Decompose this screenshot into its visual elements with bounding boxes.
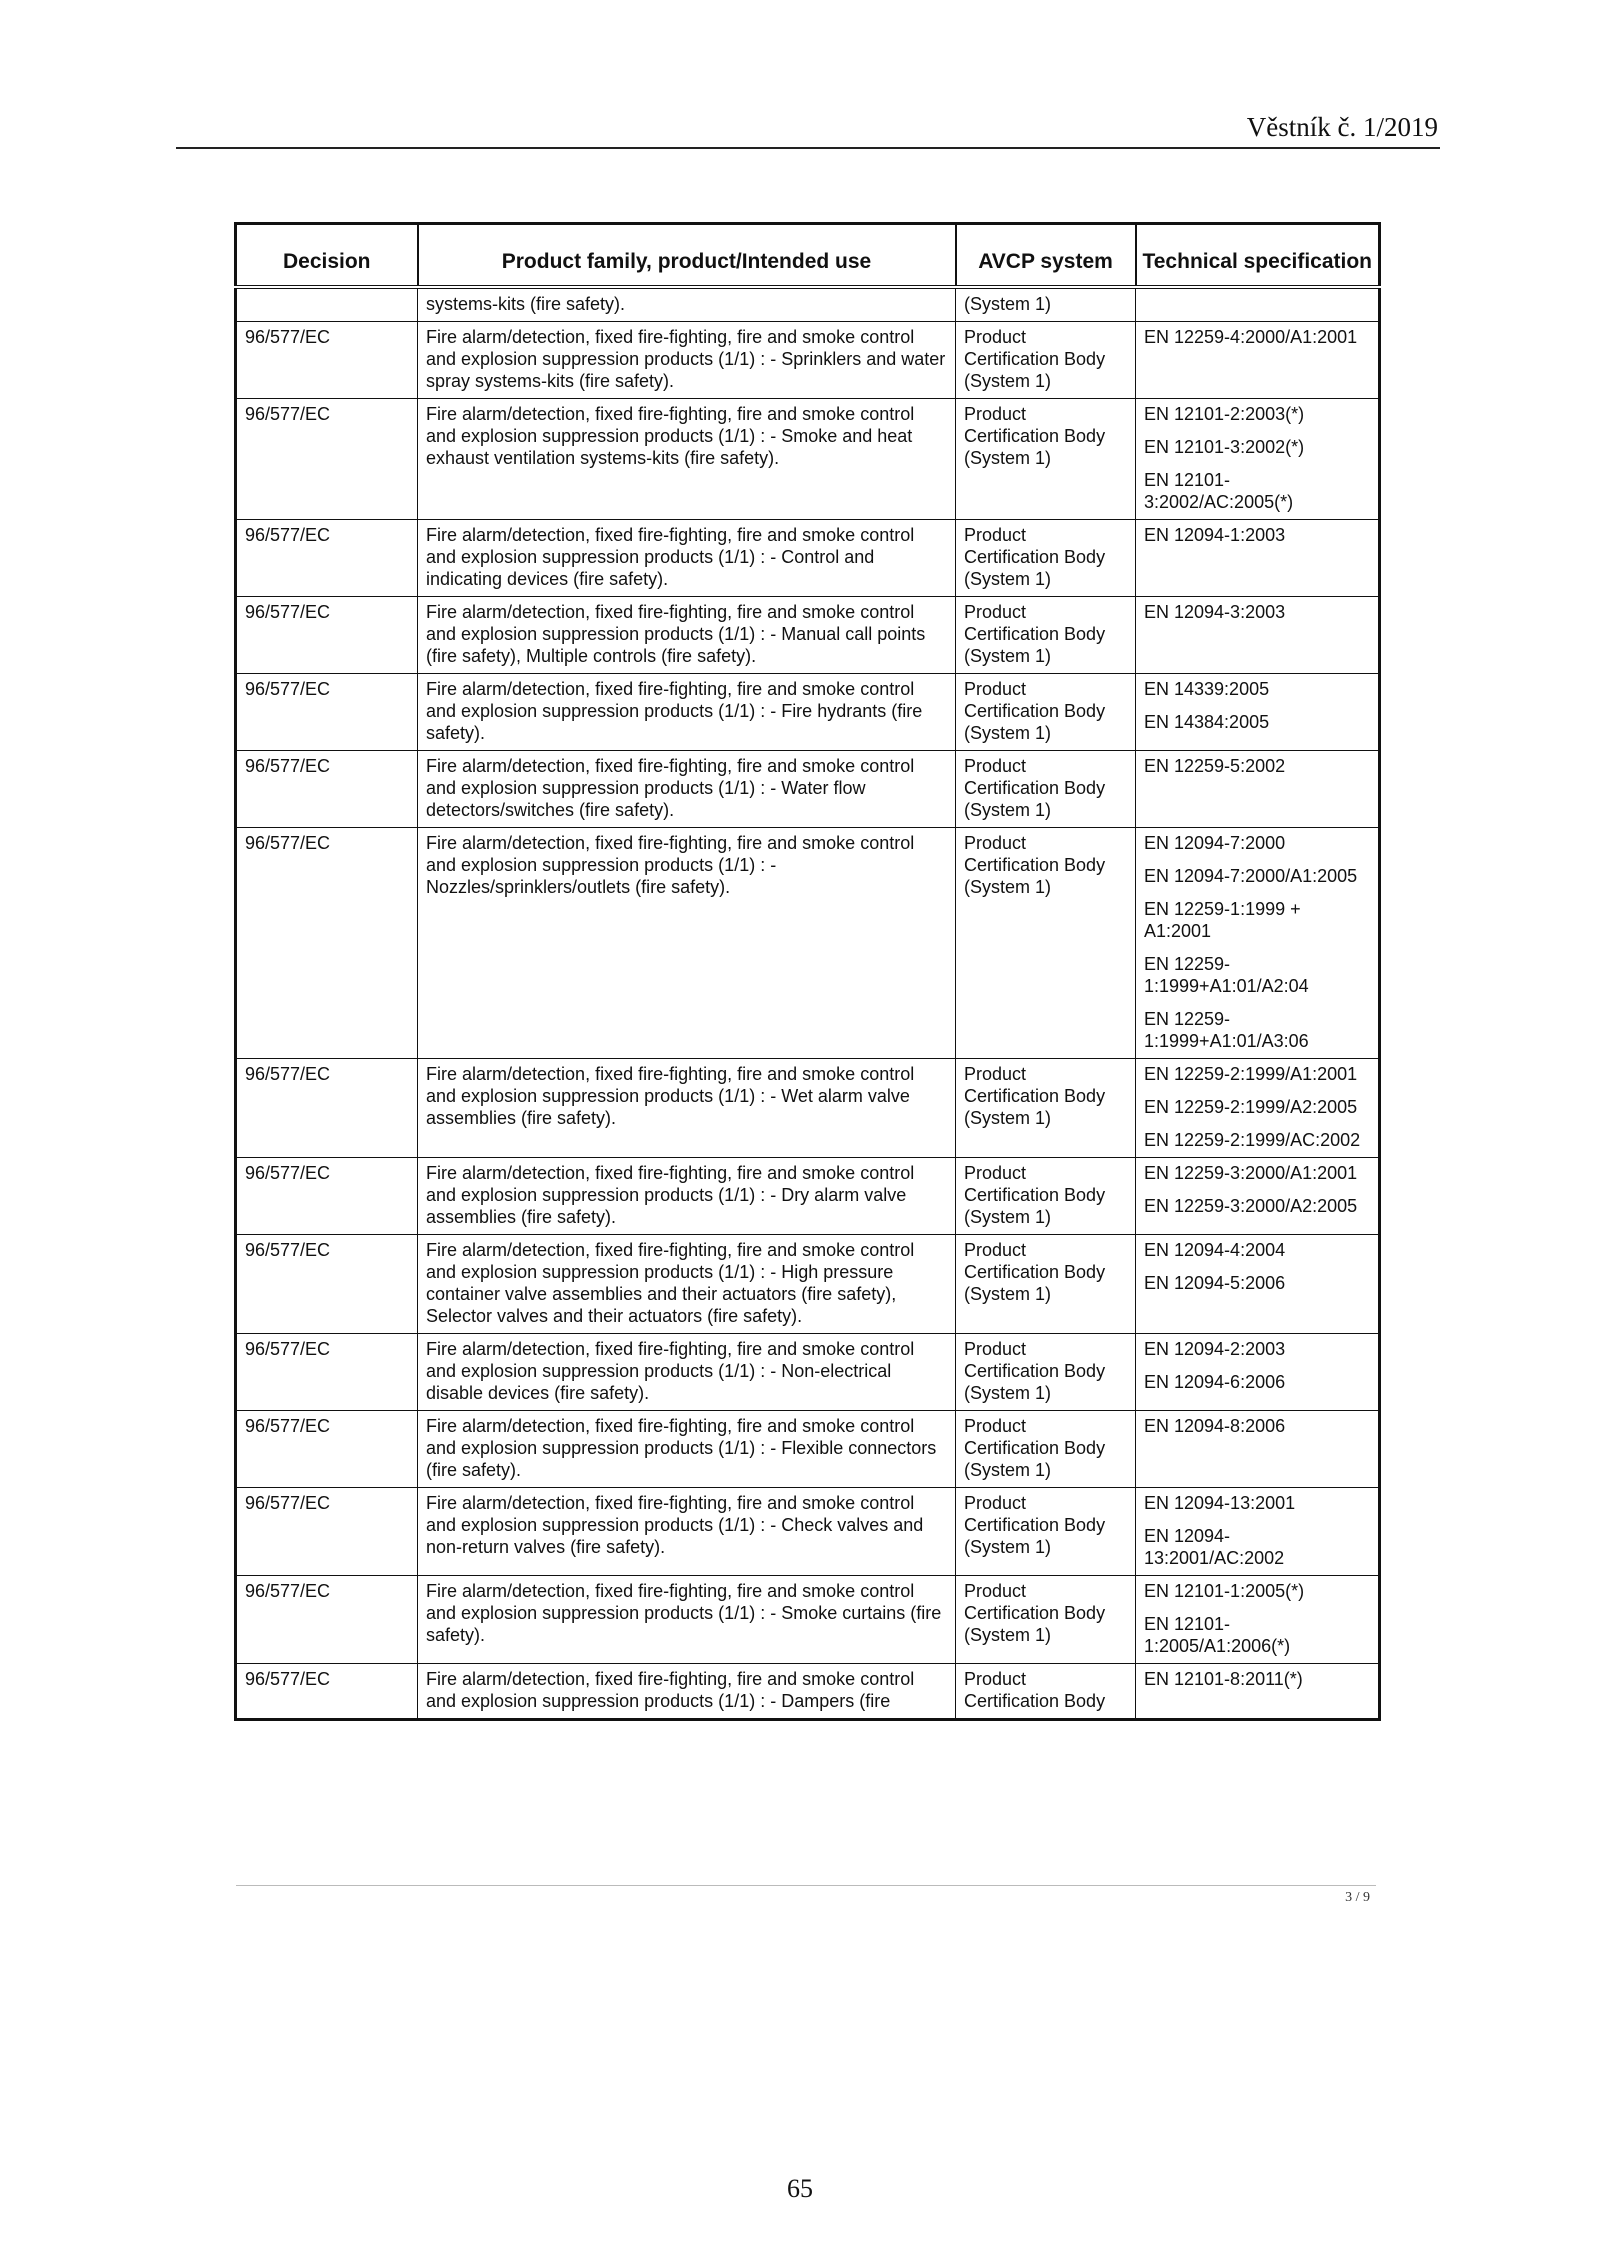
specification-line: EN 12094-5:2006 [1144, 1273, 1286, 1293]
specification-line: EN 12259-1:1999+A1:01/A2:04 [1144, 954, 1309, 996]
decision-cell: 96/577/EC [236, 1334, 418, 1411]
avcp-line: Certification Body [964, 1361, 1106, 1381]
specification-line: EN 12094-7:2000/A1:2005 [1144, 866, 1358, 886]
avcp-line: Product [964, 679, 1027, 699]
avcp-cell [956, 322, 1136, 399]
specification-cell [1136, 287, 1380, 322]
table-row [236, 828, 1380, 1059]
avcp-line: Certification Body [964, 1262, 1106, 1282]
avcp-line: (System 1) [964, 800, 1052, 820]
avcp-line: (System 1) [964, 877, 1052, 897]
table-row [236, 399, 1380, 520]
avcp-line: Product [964, 404, 1027, 424]
avcp-cell [956, 287, 1136, 322]
avcp-line: Certification Body [964, 547, 1106, 567]
table-row [236, 1411, 1380, 1488]
specification-cell [1136, 1576, 1380, 1664]
column-header-decision: Decision [236, 224, 418, 288]
specification-cell [1136, 674, 1380, 751]
column-header-specification: Technical specification [1136, 224, 1380, 288]
specification-cell [1136, 399, 1380, 520]
decision-cell: 96/577/EC [236, 1411, 418, 1488]
table-row [236, 1488, 1380, 1576]
product-cell: Fire alarm/detection, fixed fire-fighting, fire and smoke control and explosion suppression products (1/1) : - Fire hydrants (fire safety). [418, 674, 956, 751]
avcp-line: (System 1) [964, 1284, 1052, 1304]
specification-line: EN 12101-3:2002(*) [1144, 437, 1305, 457]
table-row [236, 520, 1380, 597]
specification-line: EN 12094-6:2006 [1144, 1372, 1286, 1392]
avcp-line: Product [964, 1163, 1027, 1183]
product-cell: Fire alarm/detection, fixed fire-fighting, fire and smoke control and explosion suppression products (1/1) : - Nozzles/sprinklers/outlets (fire safety). [418, 828, 956, 1059]
specification-line: EN 12094-2:2003 [1144, 1339, 1286, 1359]
avcp-line: Certification Body [964, 701, 1106, 721]
specification-cell [1136, 1411, 1380, 1488]
table-row [236, 751, 1380, 828]
decision-cell: 96/577/EC [236, 597, 418, 674]
avcp-line: Certification Body [964, 1603, 1106, 1623]
specification-line: EN 12101-1:2005/A1:2006(*) [1144, 1614, 1291, 1656]
avcp-line: Product [964, 833, 1027, 853]
avcp-line: Certification Body [964, 1438, 1106, 1458]
avcp-line: (System 1) [964, 1108, 1052, 1128]
specification-line: EN 12259-3:2000/A1:2001 [1144, 1163, 1358, 1183]
specification-table-wrapper [234, 222, 1378, 1721]
avcp-line: (System 1) [964, 371, 1052, 391]
decision-cell: 96/577/EC [236, 1059, 418, 1158]
specification-line: EN 12094-3:2003 [1144, 602, 1286, 622]
specification-line: EN 12259-2:1999/A2:2005 [1144, 1097, 1358, 1117]
table-header-row [236, 224, 1380, 288]
avcp-line: Product [964, 1493, 1027, 1513]
decision-cell: 96/577/EC [236, 399, 418, 520]
specification-line: EN 12101-2:2003(*) [1144, 404, 1305, 424]
specification-cell [1136, 1158, 1380, 1235]
specification-line: EN 12094-8:2006 [1144, 1416, 1286, 1436]
avcp-line: (System 1) [964, 1625, 1052, 1645]
specification-line: EN 12259-1:1999+A1:01/A3:06 [1144, 1009, 1309, 1051]
avcp-cell [956, 1059, 1136, 1158]
decision-cell: 96/577/EC [236, 1235, 418, 1334]
decision-cell [236, 287, 418, 322]
decision-cell: 96/577/EC [236, 1158, 418, 1235]
avcp-line: Product [964, 602, 1027, 622]
specification-line: EN 12259-5:2002 [1144, 756, 1286, 776]
specification-cell [1136, 520, 1380, 597]
product-cell: Fire alarm/detection, fixed fire-fighting, fire and smoke control and explosion suppression products (1/1) : - Control and indicating devices (fire safety). [418, 520, 956, 597]
product-cell: systems-kits (fire safety). [418, 287, 956, 322]
avcp-line: Product [964, 1339, 1027, 1359]
product-cell: Fire alarm/detection, fixed fire-fighting, fire and smoke control and explosion suppression products (1/1) : - Water flow detectors/switches (fire safety). [418, 751, 956, 828]
product-cell: Fire alarm/detection, fixed fire-fighting, fire and smoke control and explosion suppression products (1/1) : - Manual call points (fire safety), Multiple controls (fire safety). [418, 597, 956, 674]
avcp-line: (System 1) [964, 1460, 1052, 1480]
decision-cell: 96/577/EC [236, 520, 418, 597]
avcp-cell [956, 1664, 1136, 1720]
avcp-cell [956, 520, 1136, 597]
avcp-line: (System 1) [964, 1383, 1052, 1403]
table-row [236, 597, 1380, 674]
header-rule [176, 147, 1440, 149]
decision-cell: 96/577/EC [236, 1488, 418, 1576]
decision-cell: 96/577/EC [236, 828, 418, 1059]
column-header-avcp: AVCP system [956, 224, 1136, 288]
specification-line: EN 12259-4:2000/A1:2001 [1144, 327, 1358, 347]
specification-cell [1136, 828, 1380, 1059]
specification-line: EN 12259-2:1999/A1:2001 [1144, 1064, 1358, 1084]
avcp-line: Product [964, 756, 1027, 776]
decision-cell: 96/577/EC [236, 322, 418, 399]
avcp-line: (System 1) [964, 294, 1052, 314]
avcp-line: (System 1) [964, 1207, 1052, 1227]
specification-cell [1136, 322, 1380, 399]
avcp-line: Certification Body [964, 1515, 1106, 1535]
avcp-line: Certification Body [964, 426, 1106, 446]
table-row [236, 1158, 1380, 1235]
avcp-line: Product [964, 1240, 1027, 1260]
specification-cell [1136, 1334, 1380, 1411]
page-counter: 3 / 9 [1345, 1890, 1370, 1905]
specification-line: EN 12259-2:1999/AC:2002 [1144, 1130, 1361, 1150]
specification-table [234, 222, 1381, 1721]
table-row [236, 287, 1380, 322]
avcp-cell [956, 1576, 1136, 1664]
table-row [236, 1235, 1380, 1334]
avcp-cell [956, 597, 1136, 674]
page-number: 65 [787, 2174, 813, 2203]
avcp-cell [956, 1488, 1136, 1576]
footer-rule [236, 1885, 1376, 1886]
specification-line: EN 12094-7:2000 [1144, 833, 1286, 853]
specification-line: EN 14339:2005 [1144, 679, 1270, 699]
table-body [236, 287, 1380, 1720]
specification-cell [1136, 1664, 1380, 1720]
decision-cell: 96/577/EC [236, 751, 418, 828]
avcp-cell [956, 1235, 1136, 1334]
product-cell: Fire alarm/detection, fixed fire-fighting, fire and smoke control and explosion suppression products (1/1) : - Smoke and heat exhaust ventilation systems-kits (fire safety). [418, 399, 956, 520]
avcp-cell [956, 1158, 1136, 1235]
avcp-line: (System 1) [964, 1537, 1052, 1557]
table-row [236, 1334, 1380, 1411]
avcp-cell [956, 1334, 1136, 1411]
product-cell: Fire alarm/detection, fixed fire-fighting, fire and smoke control and explosion suppression products (1/1) : - Non-electrical disable devices (fire safety). [418, 1334, 956, 1411]
avcp-line: (System 1) [964, 448, 1052, 468]
avcp-line: (System 1) [964, 569, 1052, 589]
product-cell: Fire alarm/detection, fixed fire-fighting, fire and smoke control and explosion suppression products (1/1) : - Dampers (fire [418, 1664, 956, 1720]
avcp-line: Product [964, 1416, 1027, 1436]
specification-line: EN 12094-13:2001/AC:2002 [1144, 1526, 1285, 1568]
avcp-line: Product [964, 1581, 1027, 1601]
specification-cell [1136, 1235, 1380, 1334]
avcp-line: Product [964, 1064, 1027, 1084]
avcp-line: (System 1) [964, 646, 1052, 666]
specification-line: EN 12259-3:2000/A2:2005 [1144, 1196, 1358, 1216]
table-row [236, 1664, 1380, 1720]
avcp-cell [956, 828, 1136, 1059]
specification-cell [1136, 1488, 1380, 1576]
product-cell: Fire alarm/detection, fixed fire-fighting, fire and smoke control and explosion suppression products (1/1) : - Sprinklers and water spray systems-kits (fire safety). [418, 322, 956, 399]
avcp-cell [956, 1411, 1136, 1488]
specification-cell [1136, 751, 1380, 828]
specification-line: EN 12259-1:1999 + A1:2001 [1144, 899, 1301, 941]
avcp-line: Product [964, 525, 1027, 545]
decision-cell: 96/577/EC [236, 1576, 418, 1664]
avcp-line: Certification Body [964, 855, 1106, 875]
column-header-product: Product family, product/Intended use [418, 224, 956, 288]
table-row [236, 322, 1380, 399]
running-header: Věstník č. 1/2019 [1246, 112, 1438, 142]
avcp-line: Certification Body [964, 1691, 1106, 1711]
avcp-line: Certification Body [964, 624, 1106, 644]
decision-cell: 96/577/EC [236, 1664, 418, 1720]
specification-line: EN 12101-8:2011(*) [1144, 1669, 1303, 1689]
specification-line: EN 12094-13:2001 [1144, 1493, 1296, 1513]
avcp-cell [956, 399, 1136, 520]
decision-cell: 96/577/EC [236, 674, 418, 751]
specification-line: EN 12101-3:2002/AC:2005(*) [1144, 470, 1294, 512]
product-cell: Fire alarm/detection, fixed fire-fighting, fire and smoke control and explosion suppression products (1/1) : - High pressure container valve assemblies and their actuators (fire safety), Selector valves and their actuators (fire safety). [418, 1235, 956, 1334]
avcp-cell [956, 751, 1136, 828]
specification-line: EN 12094-4:2004 [1144, 1240, 1286, 1260]
specification-line: EN 12101-1:2005(*) [1144, 1581, 1305, 1601]
specification-line: EN 12094-1:2003 [1144, 525, 1286, 545]
product-cell: Fire alarm/detection, fixed fire-fighting, fire and smoke control and explosion suppression products (1/1) : - Wet alarm valve assemblies (fire safety). [418, 1059, 956, 1158]
avcp-cell [956, 674, 1136, 751]
avcp-line: Certification Body [964, 1086, 1106, 1106]
specification-cell [1136, 1059, 1380, 1158]
avcp-line: Certification Body [964, 778, 1106, 798]
table-row [236, 1576, 1380, 1664]
product-cell: Fire alarm/detection, fixed fire-fighting, fire and smoke control and explosion suppression products (1/1) : - Dry alarm valve assemblies (fire safety). [418, 1158, 956, 1235]
avcp-line: Certification Body [964, 349, 1106, 369]
product-cell: Fire alarm/detection, fixed fire-fighting, fire and smoke control and explosion suppression products (1/1) : - Flexible connectors (fire safety). [418, 1411, 956, 1488]
avcp-line: Product [964, 1669, 1027, 1689]
table-row [236, 1059, 1380, 1158]
avcp-line: Certification Body [964, 1185, 1106, 1205]
table-row [236, 674, 1380, 751]
specification-cell [1136, 597, 1380, 674]
product-cell: Fire alarm/detection, fixed fire-fighting, fire and smoke control and explosion suppression products (1/1) : - Check valves and non-return valves (fire safety). [418, 1488, 956, 1576]
avcp-line: Product [964, 327, 1027, 347]
avcp-line: (System 1) [964, 723, 1052, 743]
specification-line: EN 14384:2005 [1144, 712, 1270, 732]
product-cell: Fire alarm/detection, fixed fire-fighting, fire and smoke control and explosion suppression products (1/1) : - Smoke curtains (fire safety). [418, 1576, 956, 1664]
